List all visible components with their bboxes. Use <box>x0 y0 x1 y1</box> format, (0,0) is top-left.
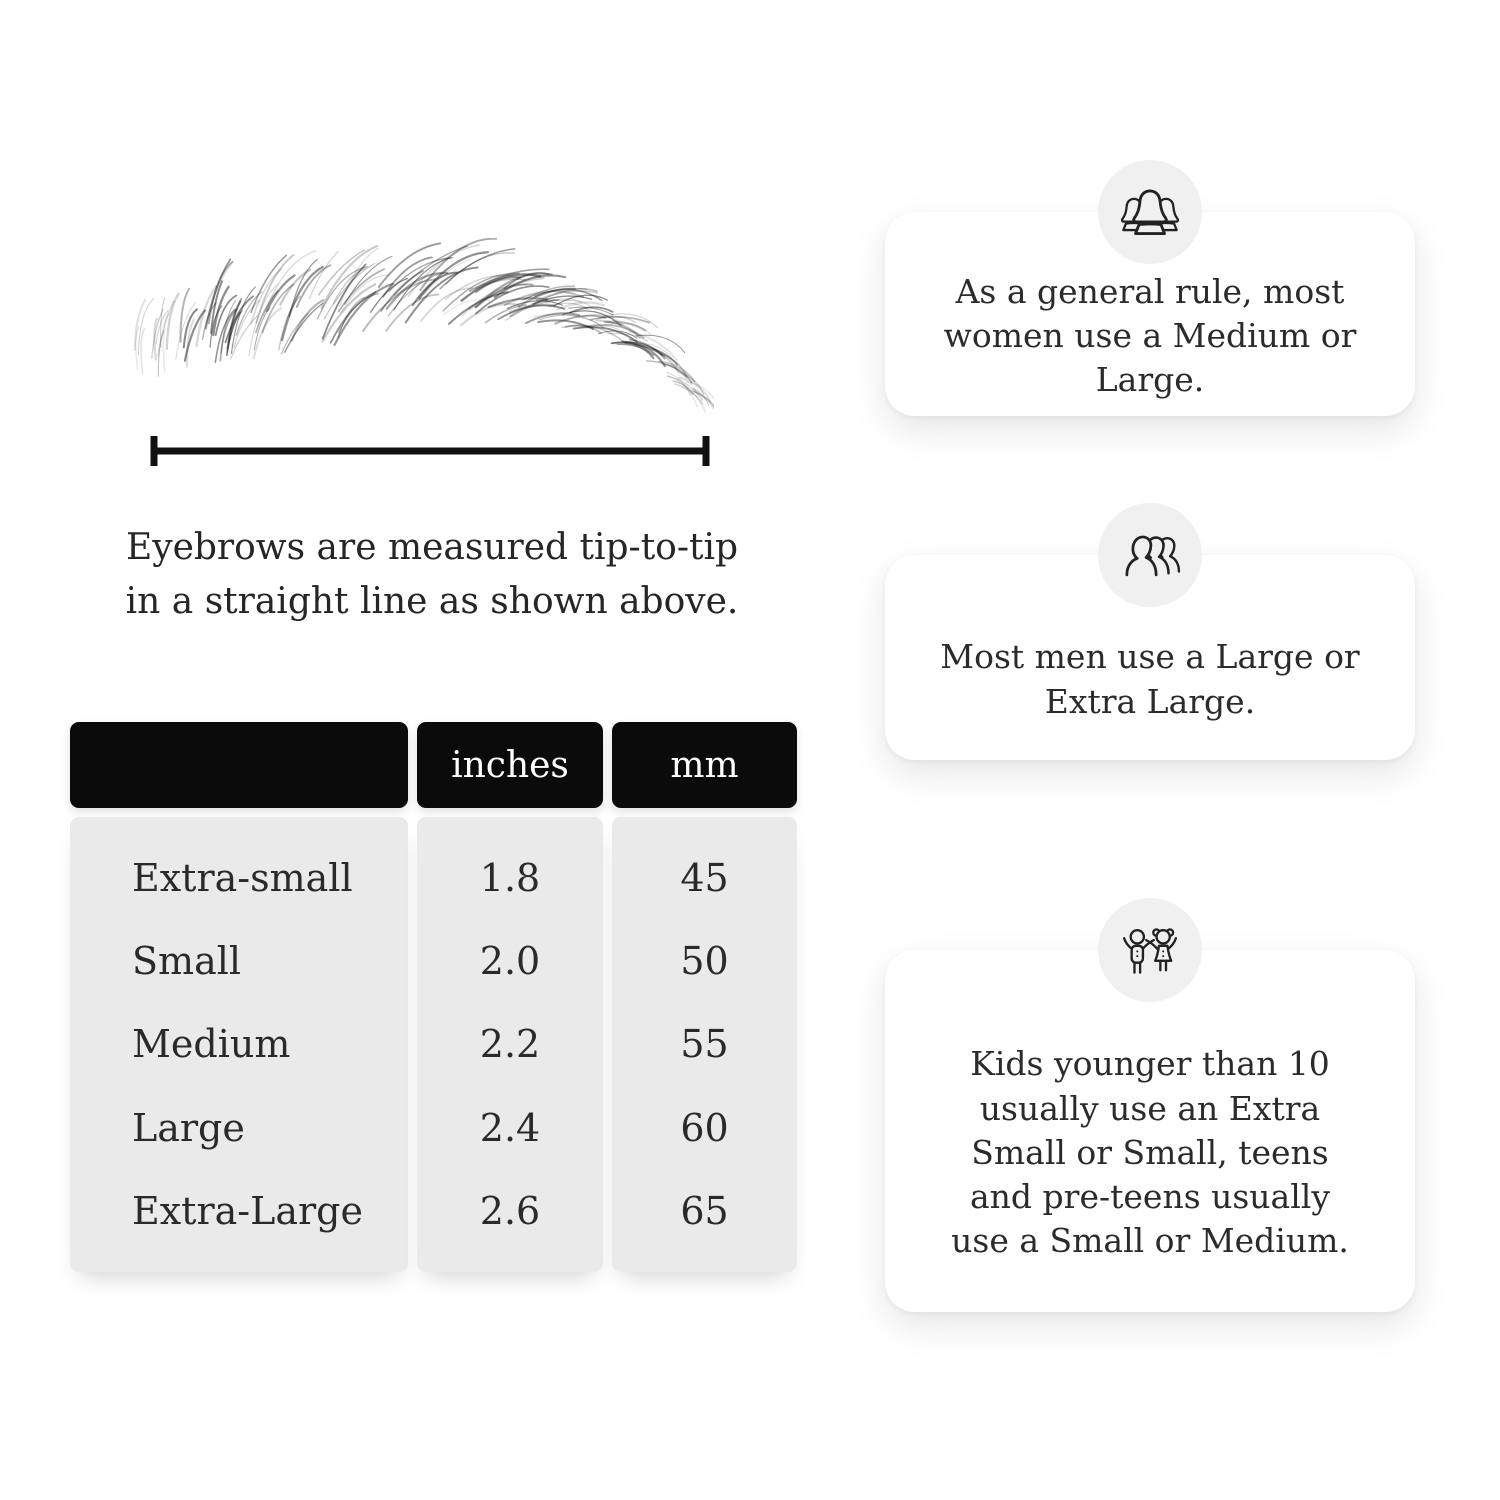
women-card-text: As a general rule, most women use a Medium or Large. <box>943 271 1357 400</box>
kids-icon <box>1098 898 1202 1002</box>
men-group-icon <box>1098 503 1202 607</box>
measurement-caption <box>98 521 766 629</box>
size-table-header-mm: mm <box>612 722 797 808</box>
inches-value: 1.8 <box>479 856 541 901</box>
kids-guidance-card <box>885 950 1415 1312</box>
mm-value: 65 <box>680 1188 729 1233</box>
measurement-line <box>146 432 714 470</box>
mm-value: 55 <box>680 1022 729 1067</box>
size-table <box>70 722 797 1272</box>
size-table-body-inches <box>417 817 603 1272</box>
size-table-column-inches <box>417 722 603 1272</box>
women-guidance-card <box>885 212 1415 416</box>
inches-value: 2.4 <box>479 1105 541 1150</box>
size-table-header-blank <box>70 722 408 808</box>
size-row-label: Extra-small <box>132 856 353 901</box>
inches-value: 2.6 <box>479 1188 541 1233</box>
eyebrow-illustration <box>118 238 714 414</box>
size-row-label: Medium <box>132 1022 291 1067</box>
size-table-body-labels <box>70 817 408 1272</box>
mm-value: 60 <box>680 1105 729 1150</box>
size-row-label: Large <box>132 1105 245 1150</box>
women-group-icon <box>1098 160 1202 264</box>
mm-value: 50 <box>680 939 729 984</box>
size-table-body-mm <box>612 817 797 1272</box>
mm-value: 45 <box>680 856 729 901</box>
size-row-label: Extra-Large <box>132 1188 363 1233</box>
size-table-header-inches: inches <box>417 722 603 808</box>
caption-line-1: Eyebrows are measured tip-to-tip <box>125 527 739 568</box>
inches-value: 2.2 <box>479 1022 541 1067</box>
size-row-label: Small <box>132 939 242 984</box>
size-table-column-labels <box>70 722 408 1272</box>
kids-card-text: Kids younger than 10 usually use an Extra Small or Small, teens and pre-teens usually use a Small or Medium. <box>951 1044 1349 1261</box>
caption-line-2: in a straight line as shown above. <box>125 581 739 622</box>
size-table-column-mm <box>612 722 797 1272</box>
men-card-text: Most men use a Large or Extra Large. <box>940 637 1360 721</box>
men-guidance-card <box>885 555 1415 760</box>
inches-value: 2.0 <box>479 939 541 984</box>
